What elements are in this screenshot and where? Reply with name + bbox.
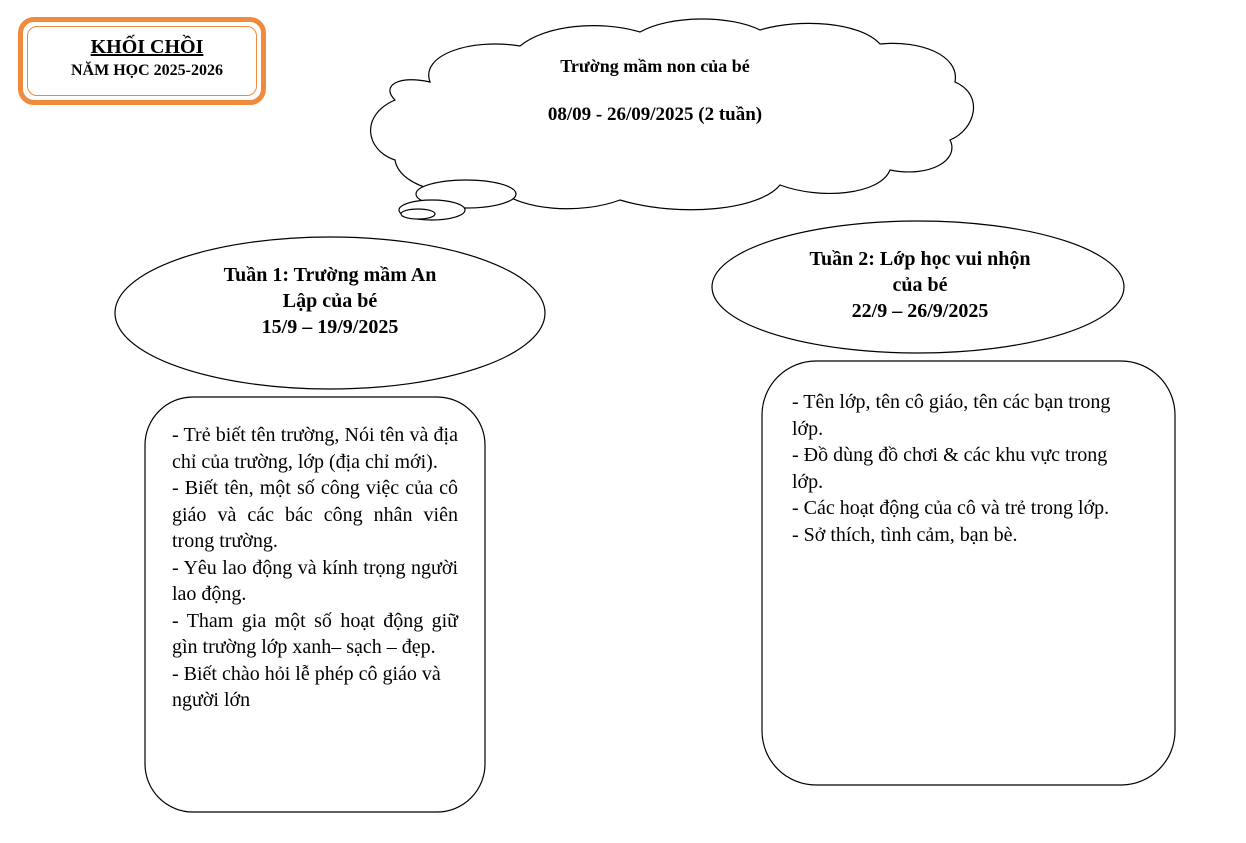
week1-title bbox=[190, 262, 470, 340]
week2-title bbox=[760, 246, 1080, 324]
week1-title-line: Lập của bé bbox=[282, 290, 378, 312]
list-item: - Đồ dùng đồ chơi & các khu vực trong lớp. bbox=[792, 444, 1108, 493]
week1-dates: 15/9 – 19/9/2025 bbox=[261, 316, 399, 338]
list-item: - Sở thích, tình cảm, bạn bè. bbox=[792, 523, 1018, 546]
list-item: - Tên lớp, tên cô giáo, tên các bạn trong lớp. bbox=[792, 391, 1111, 440]
list-item: - Tham gia một số hoạt động giữ gìn trường lớp xanh– sạch – đẹp. bbox=[172, 609, 458, 658]
week1-content bbox=[172, 422, 458, 714]
topic-dates: 08/09 - 26/09/2025 (2 tuần) bbox=[547, 104, 763, 125]
week2-title-line: Tuần 2: Lớp học vui nhộn bbox=[809, 248, 1031, 270]
week2-title-line: của bé bbox=[892, 274, 948, 296]
week2-dates: 22/9 – 26/9/2025 bbox=[851, 300, 989, 322]
list-item: - Trẻ biết tên trường, Nói tên và địa chỉ của trường, lớp (địa chỉ mới). bbox=[172, 424, 458, 473]
list-item: - Yêu lao động và kính trọng người lao động. bbox=[172, 556, 458, 605]
week2-content bbox=[792, 389, 1132, 548]
list-item: - Các hoạt động của cô và trẻ trong lớp. bbox=[792, 497, 1110, 519]
list-item: - Biết tên, một số công việc của cô giáo và các bác công nhân viên trong trường. bbox=[172, 477, 458, 552]
block-name: KHỐI CHỒI bbox=[90, 36, 204, 58]
list-item: - Biết chào hỏi lễ phép cô giáo và người lớn bbox=[172, 662, 441, 711]
week1-title-line: Tuần 1: Trường mầm An bbox=[223, 264, 437, 286]
block-label-box bbox=[18, 17, 266, 105]
topic-title: Trường mầm non của bé bbox=[560, 56, 750, 76]
school-year: NĂM HỌC 2025-2026 bbox=[71, 62, 223, 79]
